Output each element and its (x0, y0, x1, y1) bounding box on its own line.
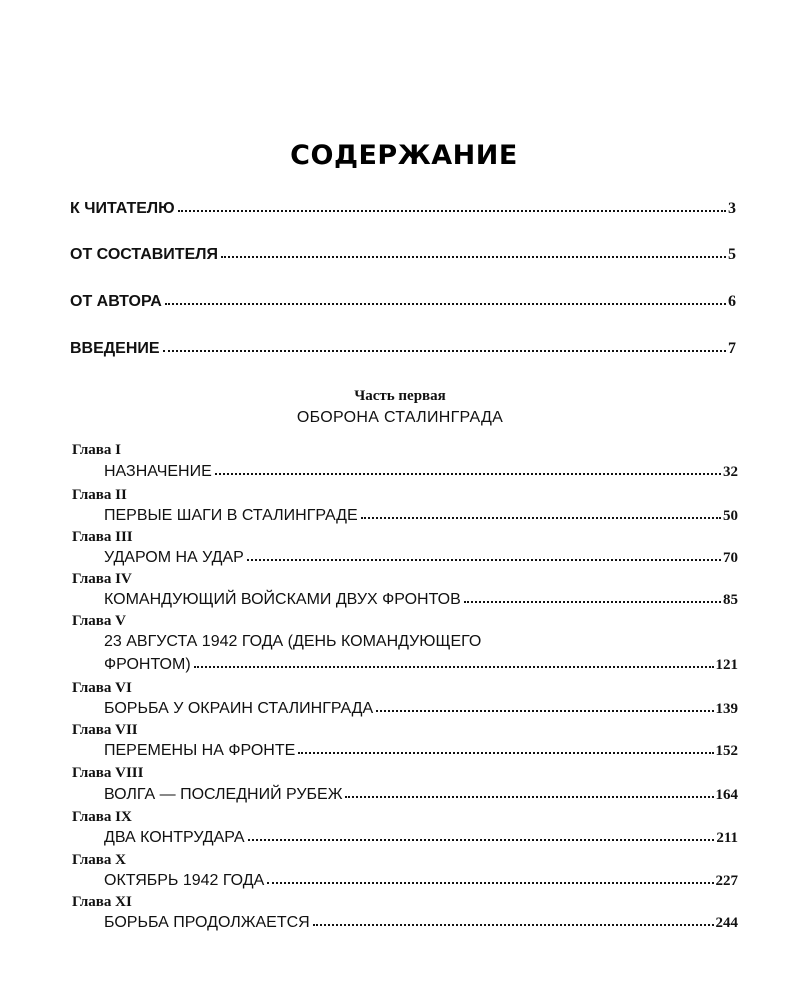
toc-entry-page: 3 (728, 200, 736, 217)
toc-entry-page: 164 (715, 787, 738, 803)
chapter-label: Глава III (72, 529, 133, 545)
dot-leader (194, 666, 714, 668)
toc-entry-title: БОРЬБА ПРОДОЛЖАЕТСЯ (104, 914, 310, 931)
dot-leader (221, 256, 726, 258)
toc-entry[interactable] (70, 246, 736, 264)
chapter-label: Глава VIII (72, 765, 144, 781)
toc-entry[interactable] (104, 591, 738, 609)
toc-entry-title: ВВЕДЕНИЕ (70, 340, 160, 357)
toc-entry[interactable] (104, 463, 738, 481)
toc-entry[interactable] (104, 914, 738, 932)
toc-entry-title: НАЗНАЧЕНИЕ (104, 463, 212, 480)
chapter-label: Глава I (72, 442, 121, 458)
toc-entry[interactable] (104, 872, 738, 890)
toc-entry[interactable] (70, 340, 736, 358)
dot-leader (163, 350, 726, 352)
toc-entry-title: ОКТЯБРЬ 1942 ГОДА (104, 872, 265, 889)
dot-leader (361, 517, 721, 519)
dot-leader (464, 601, 721, 603)
dot-leader (345, 796, 713, 798)
chapter-label: Глава IV (72, 571, 132, 587)
toc-entry-page: 244 (715, 915, 738, 931)
toc-entry[interactable] (70, 200, 736, 218)
toc-entry-title-line: 23 АВГУСТА 1942 ГОДА (ДЕНЬ КОМАНДУЮЩЕГО (104, 633, 482, 650)
toc-entry-page: 50 (723, 508, 738, 524)
dot-leader (298, 752, 713, 754)
toc-entry-page: 70 (723, 550, 738, 566)
chapter-label: Глава II (72, 487, 127, 503)
toc-entry-page: 32 (723, 464, 738, 480)
toc-entry-title: БОРЬБА У ОКРАИН СТАЛИНГРАДА (104, 700, 374, 717)
toc-entry-page: 139 (715, 701, 738, 717)
toc-entry-title: УДАРОМ НА УДАР (104, 549, 244, 566)
chapter-label: Глава VII (72, 722, 138, 738)
chapter-label: Глава IX (72, 809, 132, 825)
dot-leader (376, 710, 713, 712)
part-label: Часть первая (354, 388, 446, 404)
toc-entry-page: 7 (728, 340, 736, 357)
dot-leader (178, 210, 726, 212)
dot-leader (165, 303, 726, 305)
chapter-label: Глава X (72, 852, 126, 868)
toc-entry-title: К ЧИТАТЕЛЮ (70, 200, 175, 217)
toc-entry[interactable] (104, 549, 738, 567)
toc-entry-page: 227 (715, 873, 738, 889)
chapter-label: Глава V (72, 613, 126, 629)
toc-entry-title: ДВА КОНТРУДАРА (104, 829, 245, 846)
toc-entry[interactable] (104, 700, 738, 718)
toc-entry[interactable] (104, 656, 738, 674)
toc-entry[interactable] (104, 742, 738, 760)
toc-entry-page: 121 (715, 657, 738, 673)
toc-entry-page: 85 (723, 592, 738, 608)
toc-entry-title: ПЕРВЫЕ ШАГИ В СТАЛИНГРАДЕ (104, 507, 358, 524)
dot-leader (267, 882, 713, 884)
dot-leader (313, 924, 714, 926)
toc-entry-page: 5 (728, 246, 736, 263)
chapter-label: Глава XI (72, 894, 132, 910)
toc-entry-title: ВОЛГА — ПОСЛЕДНИЙ РУБЕЖ (104, 786, 343, 803)
toc-entry-title: ОТ АВТОРА (70, 293, 162, 310)
toc-entry-title: ПЕРЕМЕНЫ НА ФРОНТЕ (104, 742, 296, 759)
toc-entry[interactable] (104, 507, 738, 525)
toc-entry[interactable] (70, 293, 736, 311)
chapter-label: Глава VI (72, 680, 132, 696)
toc-entry-title: ФРОНТОМ) (104, 656, 191, 673)
toc-entry[interactable] (104, 829, 738, 847)
toc-entry-title: КОМАНДУЮЩИЙ ВОЙСКАМИ ДВУХ ФРОНТОВ (104, 591, 461, 608)
dot-leader (248, 839, 715, 841)
toc-entry-page: 211 (716, 830, 738, 846)
toc-entry-page: 152 (715, 743, 738, 759)
dot-leader (247, 559, 721, 561)
page-title: СОДЕРЖАНИЕ (290, 140, 518, 171)
dot-leader (215, 473, 721, 475)
toc-entry[interactable] (104, 786, 738, 804)
toc-entry-page: 6 (728, 293, 736, 310)
part-title: ОБОРОНА СТАЛИНГРАДА (296, 409, 504, 426)
toc-entry-title: ОТ СОСТАВИТЕЛЯ (70, 246, 218, 263)
